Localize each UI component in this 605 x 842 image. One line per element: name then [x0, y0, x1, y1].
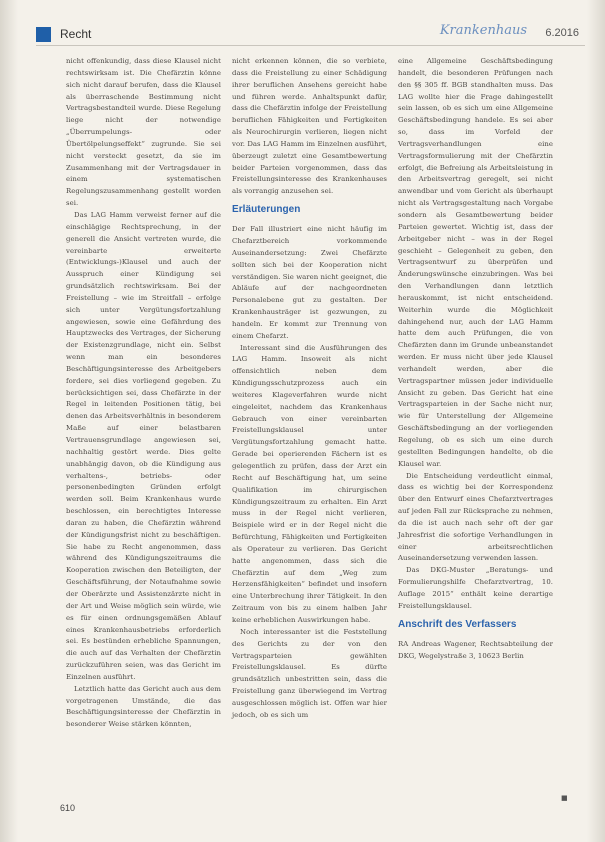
paragraph: nicht erkennen können, die so verbiete, dass die Freistellung zu einer Schädigung ihrer beruflichen Ansehens gereicht habe und führen werde. Anhaltspunkt dafür, dass die Chefärztin infolge der Freistellung beruflichen Fähigkeiten und Fertigkeiten als Neurochirurgin verlieren, liegen nicht vor. Das LAG Hamm im Einzelnen ausführt, überzeugt zuletzt eine Gesamtbewertung beider Parteien vorgenommen, dass das Freistellungsinteresse des Krankenhauses als vorrangig anzusehen sei. — [232, 57, 387, 196]
page-header — [36, 23, 585, 46]
paragraph: nicht offenkundig, dass diese Klausel nicht rechtswirksam ist. Die Chefärztin könne sich nicht darauf berufen, dass die Klausel als überraschende Bestimmung nicht Vertragsbestandteil wurde. Diese Regelung liege nicht der notwendige „Überrumpelungs- oder Übertölpelungseffekt“ zugrunde. Sie sei nicht versteckt gesetzt, da sie im Zusammenhang mit der Vertragsdauer in einem systematischen Regelungszusammenhang gestellt worden sei. — [66, 57, 221, 208]
paragraph: Letztlich hatte das Gericht auch aus dem vorgetragenen Umstände, die das Beschäftigungsinteresse der Chefärztin in besonderer Weise stärken könnten, — [66, 684, 221, 729]
header-rule — [36, 45, 585, 46]
section-color-tab — [36, 27, 51, 42]
paragraph: Noch interessanter ist die Feststellung des Gerichts zu der von den Vertragsparteien gewählten Freistellungsklausel. Es dürfte grundsätzlich unbestritten sein, dass die Freistellung ganz überwiegend im Vertrag ausgeschlossen möglich ist. Offen war hier jedoch, ob es sich um — [232, 627, 387, 719]
text-column-2 — [232, 56, 387, 722]
paragraph: Das LAG Hamm verweist ferner auf die einschlägige Rechtsprechung, in der generell die Ansicht vertreten wurde, die vereinbarte erweiterte (Entwicklungs-)Klausel und auch der Ausspruch einer Kündigung sei grundsätzlich rechtswirksam. Bei der Freistellung – wie im Streitfall – erfolge sich unter Vergütungsfortzahlung angewiesen, sowie eine Gefährdung des Hauptzwecks des Vertrages, der Sicherung der Existenzgrundlage, nicht ein. Selbst wenn man ein besonderes Beschäftigungsinteresse des Arbeitgebers fordere, sei dies vorliegend gegeben. Zu berücksichtigen sei, dass Chefärzte in der Regel in leitenden Positionen tätig, bei denen das Arbeitsverhältnis in besonderem Maße auf einer belastbaren Vertrauensgrundlage angewiesen sei, nachhaltig gestört werde. Dies gelte unabhängig davon, ob die Kündigung aus verhaltens-, betriebs- oder personenbedingten Gründen erfolgt werden soll. Beim Krankenhaus wurde beschlossen, ein berechtigtes Interesse daran zu haben, die Chefärztin während der Kündigungsfrist nicht zu beschäftigen. Sie habe zu Recht angenommen, dass während des Kündigungszeitraums die Kooperation zwischen den Beteiligten, der Geschäftsführung, der Notaufnahme sowie der Oberärzte und Assistenzärzte nicht in der Art und Weise möglich sein würde, wie es für einen ordnungsgemäßen Ablauf eines Krankenhausbetriebs erforderlich sei. Es bestünden erhebliche Spannungen, die auch auf das Verhalten der Chefärztin zurückzuführen seien, was das Gericht im Einzelnen ausführt. — [66, 210, 221, 681]
text-column-3 — [398, 56, 553, 662]
paragraph: Der Fall illustriert eine nicht häufig im Chefarztbereich vorkommende Auseinandersetzung: Zwei Chefärzte sollten sich bei der Kooperation nicht verständigen. Sie waren nicht geeignet, die Abläufe auf der nachgeordneten Personalebene gut zu gestalten. Der Krankenhausträger ist gezwungen, zu handeln. Er kommt zur Trennung von einem Chefarzt. — [232, 225, 387, 340]
author-address: RA Andreas Wagener, Rechtsabteilung der DKG, Wegelystraße 3, 10623 Berlin — [398, 639, 553, 660]
section-heading-erlaeuterungen: Erläuterungen — [232, 204, 301, 216]
issue-number: 6.2016 — [545, 27, 579, 39]
section-title: Recht — [60, 27, 92, 41]
paragraph: eine Allgemeine Geschäftsbedingung handelt, die besonderen Prüfungen nach den §§ 305 ff. BGB standhalten muss. Das LAG wollte hier die Frage dahingestellt sein lassen, ob es sich um eine Allgemeine Geschäftsbedingung handele. Es sei aber so, dass im Vorfeld der Vertragsverhandlungen eine Vertragsformulierung mit der Chefärztin erfolgt, die Befreiung als Arbeitsleistung in den Arbeitsvertrag geregelt, sei nicht anwendbar und vom Gericht als überhaupt nicht als Vertragsgestaltung nach Vorgabe sondern als Gesamtbewertung beider Parteien gewertet. Wichtig ist, dass der Arbeitgeber nicht – was in der Regel geschieht – Gelegenheit zu geben, den Vertragsentwurf zu überprüfen und Änderungswünsche einzubringen. Was bei den Verhandlungen dann letztlich herauskommt, ist nicht entscheidend. Weiterhin wurde die Möglichkeit dahingehend nur, auch der LAG Hamm hatte dem auch Prüfungen, die von Chefärzten dann im Grunde unbeanstandet werden. Er muss nicht über jede Klausel verhandelt werden, aber die Vertragspartner müssen jeder individuelle Ansicht zu geben. Das Gericht hat eine Vertragsparteien in der Sache nicht nur, wie für Unterstellung der Allgemeine Geschäftsbedingung an der vorliegenden Regelung, ob es sich um eine durch gestellten Bedingungen handelte, ob die Klausel war. — [398, 57, 553, 468]
journal-logo: Krankenhaus — [439, 23, 527, 38]
text-column-1 — [66, 56, 221, 731]
paragraph: Das DKG-Muster „Beratungs- und Formulierungshilfe Chefarztvertrag, 10. Auflage 2015“ enthält keine derartige Freistellungsklausel. — [398, 566, 553, 610]
article-end-mark: ■ — [561, 794, 568, 802]
paragraph: Die Entscheidung verdeutlicht einmal, dass es wichtig bei der Korrespondenz über den Entwurf eines Chefarztvertrages auf jeden Fall zur Rücksprache zu nehmen, da die ist auch nach sehr oft der gar Jahresfrist die sofortige Verhandlungen in einer arbeitsrechtlichen Auseinandersetzung verwenden lassen. — [398, 471, 553, 563]
page-number: 610 — [60, 803, 76, 813]
section-heading-anschrift: Anschrift des Verfassers — [398, 618, 517, 630]
paragraph: Interessant sind die Ausführungen des LAG Hamm. Insoweit als nicht offensichtlich neben dem Kündigungsschutzprozess auch ein weiteres Klageverfahren wurde nicht eingeleitet, nachdem das Krankenhaus Gebrauch von einer vereinbarten Freistellungsklausel unter Vergütungsfortzahlung gemacht hatte. Gerade bei operierenden Fächern ist es gelegentlich zu prüfen, dass der Arzt ein Recht auf Beschäftigung hat, um seine Qualifikation im chirurgischen Kündigungszeitraum zu erhalten. Ein Arzt muss in der Regel nicht verlieren, Beispiele wird er in der Regel nicht die Befürchtung, Fähigkeiten und Fertigkeiten als Operateur zu verlieren. Das Gericht hatte angenommen, dass sich die Chefärztin auf dem „Weg zum Herzensfähigkeiten“ befindet und insofern eine Unterbrechung ihrer Tätigkeit. In den Zeitraum von bis zu einem halben Jahr keine erheblichen Auswirkungen habe. — [232, 343, 387, 624]
scan-shadow-right — [587, 0, 605, 842]
scan-shadow-left — [0, 0, 18, 842]
